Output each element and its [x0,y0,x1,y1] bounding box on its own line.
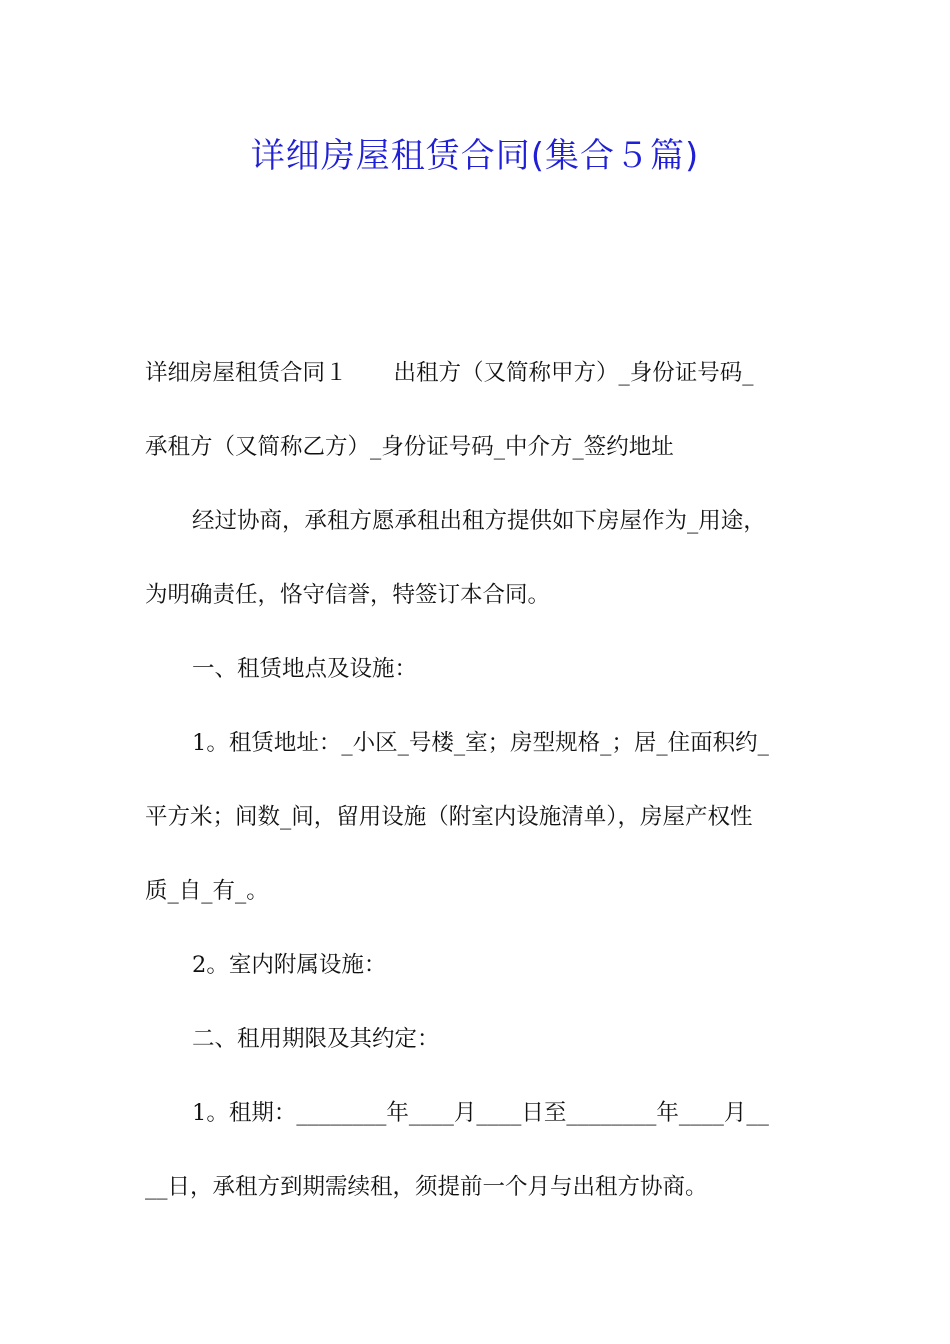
lessor-line: 出租方（又简称甲方）_身份证号码_ [393,360,754,386]
clause-line: 质_自_有_。 [145,878,269,904]
document-body [145,336,815,1224]
section-heading: 一、租赁地点及设施： [192,656,418,682]
clause-line: __日，承租方到期需续租，须提前一个月与出租方协商。 [145,1174,708,1200]
clause-line: 2。室内附属设施： [192,952,387,978]
paragraph-line: 为明确责任，恪守信誉，特签订本合同。 [145,582,551,608]
document-title: 详细房屋租赁合同(集合５篇) [250,136,700,176]
section-heading: 二、租用期限及其约定： [192,1026,440,1052]
contract-heading-line [145,336,815,410]
lessee-line: 承租方（又简称乙方）_身份证号码_中介方_签约地址 [145,434,674,460]
contract-number-label: 详细房屋租赁合同１ [145,360,348,386]
paragraph-line: 经过协商，承租方愿承租出租方提供如下房屋作为_用途， [192,508,766,534]
clause-line: 平方米；间数_间，留用设施（附室内设施清单），房屋产权性 [145,804,753,830]
clause-line: 1。租期：________年____月____日至________年____月__ [192,1100,769,1126]
clause-line: 1。租赁地址：_小区_号楼_室；房型规格_；居_住面积约_ [192,730,769,756]
